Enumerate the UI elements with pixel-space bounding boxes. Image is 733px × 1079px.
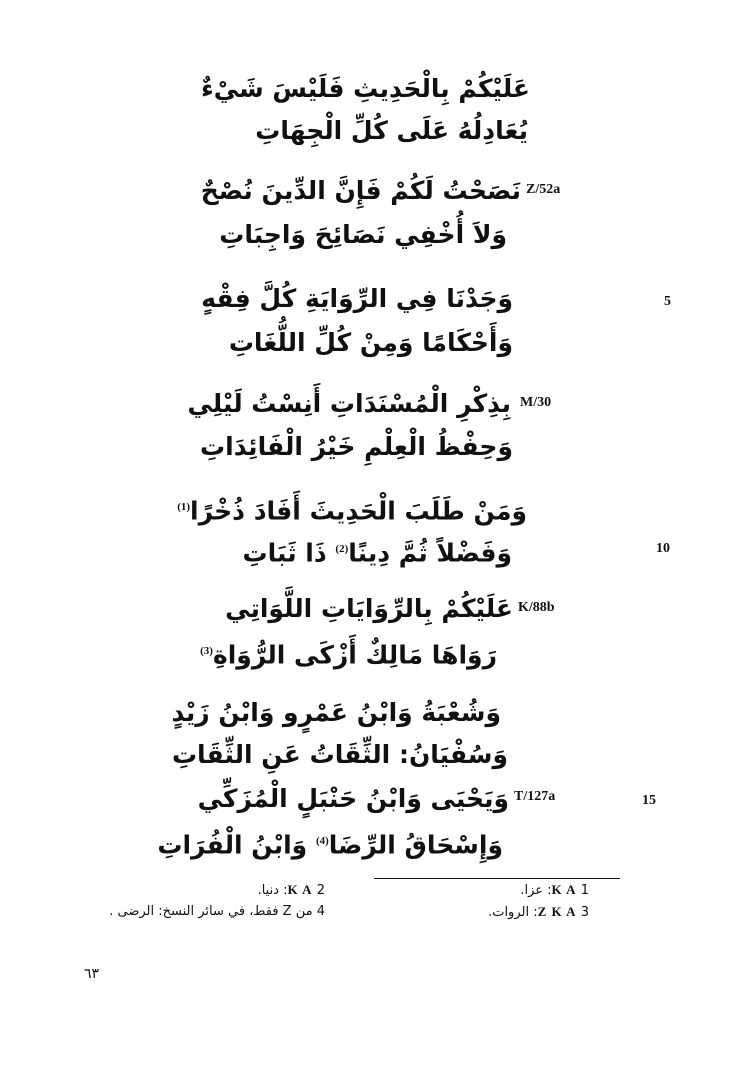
verse-line-8b bbox=[157, 824, 503, 862]
verse-line-1a: عَلَيْكُمْ بِالْحَدِيثِ فَلَيْسَ شَيْءٌ bbox=[201, 74, 530, 103]
manuscript-siglum: M/30 bbox=[520, 395, 552, 410]
footnote-separator bbox=[374, 878, 620, 879]
verse-text: وَابْنُ الْفُرَاتِ bbox=[157, 830, 308, 860]
footnote-text: : عزا. bbox=[520, 883, 552, 898]
manuscript-siglum: K/88b bbox=[518, 600, 555, 615]
verse-text: وَفَضْلاً ثُمَّ دِينًا bbox=[348, 538, 512, 568]
verse-line-7b: وَسُفْيَانُ: الثِّقَاتُ عَنِ الثِّقَاتِ bbox=[171, 740, 508, 769]
verse-line-1b: يُعَادِلُهُ عَلَى كُلِّ الْجِهَاتِ bbox=[255, 116, 528, 145]
verse-line-5a bbox=[177, 490, 527, 528]
footnote-sigla: K A bbox=[551, 882, 577, 897]
footnote-text: : دنيا. bbox=[257, 883, 288, 898]
verse-text: وَمَنْ طَلَبَ الْحَدِيثَ أَفَادَ ذُخْرًا bbox=[190, 496, 527, 526]
verse-line-8a: وَيَحْيَى وَابْنُ حَنْبَلٍ الْمُزَكِّي bbox=[197, 784, 509, 813]
verse-text: ذَا ثَبَاتِ bbox=[242, 538, 327, 568]
footnote-4 bbox=[109, 904, 325, 919]
footnote-1 bbox=[520, 882, 589, 898]
footnote-text: من Z فقط، في سائر النسخ: الرضى . bbox=[109, 904, 313, 919]
verse-line-3a: وَجَدْنَا فِي الرِّوَايَةِ كُلَّ فِقْهٍ bbox=[201, 284, 513, 313]
verse-line-4a: بِذِكْرِ الْمُسْنَدَاتِ أَنِسْتُ لَيْلِي bbox=[187, 389, 511, 418]
verse-line-6b bbox=[200, 634, 497, 672]
footnote-number: 2 bbox=[316, 883, 325, 898]
line-number: 5 bbox=[664, 294, 671, 309]
footnote-2 bbox=[258, 882, 325, 898]
footnote-marker: (2) bbox=[335, 543, 349, 555]
footnote-sigla: K A bbox=[287, 882, 313, 897]
verse-text: رَوَاهَا مَالِكٌ أَزْكَى الرُّوَاةِ bbox=[212, 640, 497, 670]
verse-line-5b bbox=[242, 532, 512, 570]
footnote-text: : الروات. bbox=[488, 905, 538, 920]
footnote-marker: (4) bbox=[315, 835, 329, 847]
footnote-marker: (3) bbox=[200, 645, 213, 657]
manuscript-siglum: T/127a bbox=[514, 789, 556, 804]
line-number: 15 bbox=[642, 793, 656, 808]
footnote-number: 4 bbox=[316, 904, 325, 919]
verse-line-2b: وَلاَ أُخْفِي نَصَائِحَ وَاجِبَاتِ bbox=[219, 220, 507, 249]
verse-line-6a: عَلَيْكُمْ بِالرِّوَايَاتِ اللَّوَاتِي bbox=[225, 594, 513, 623]
verse-line-7a: وَشُعْبَةُ وَابْنُ عَمْرٍو وَابْنُ زَيْدٍ bbox=[171, 698, 501, 727]
footnote-number: 1 bbox=[580, 883, 589, 898]
manuscript-siglum: Z/52a bbox=[526, 182, 561, 197]
footnote-3 bbox=[488, 904, 589, 920]
line-number: 10 bbox=[656, 541, 670, 556]
verse-line-3b: وَأَحْكَامًا وَمِنْ كُلِّ اللُّغَاتِ bbox=[228, 328, 513, 357]
verse-line-4b: وَحِفْظُ الْعِلْمِ خَيْرُ الْفَائِدَاتِ bbox=[200, 432, 513, 461]
page-number: ٦٣ bbox=[84, 966, 100, 982]
footnote-marker: (1) bbox=[177, 501, 191, 513]
verse-text: وَإِسْحَاقُ الرِّضَا bbox=[328, 830, 503, 860]
footnote-number: 3 bbox=[580, 905, 589, 920]
footnote-sigla: Z K A bbox=[537, 904, 577, 919]
verse-line-2a: نَصَحْتُ لَكُمْ فَإِنَّ الدِّينَ نُصْحٌ bbox=[200, 176, 521, 205]
